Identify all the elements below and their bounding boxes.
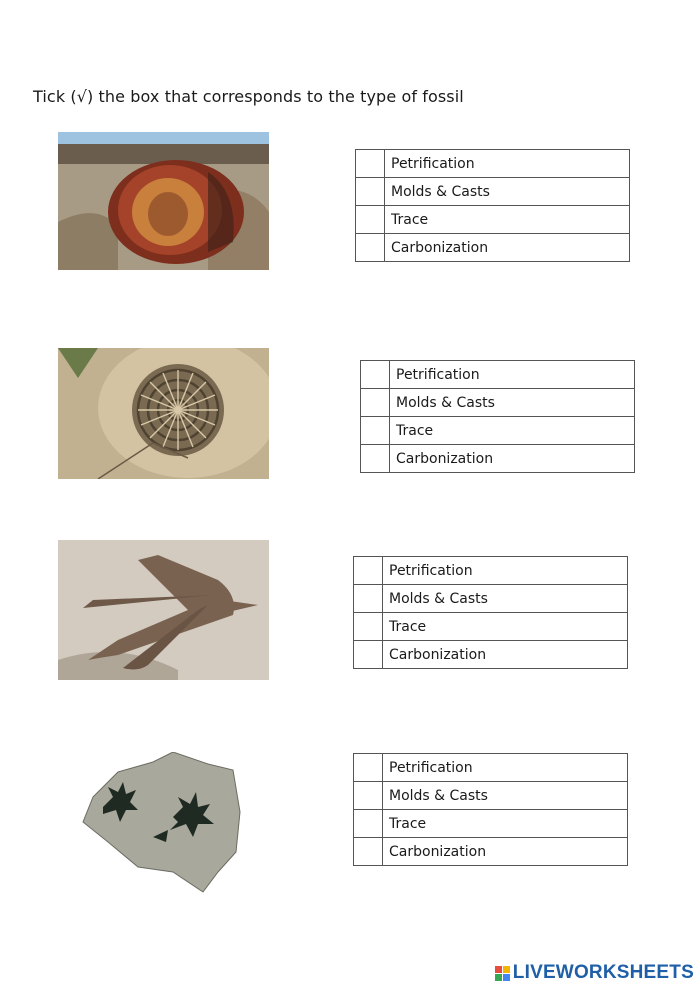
- tick-box[interactable]: [354, 754, 383, 782]
- tick-box[interactable]: [361, 389, 390, 417]
- tick-box[interactable]: [356, 150, 385, 178]
- tick-box[interactable]: [354, 613, 383, 641]
- tick-box[interactable]: [354, 782, 383, 810]
- tick-box[interactable]: [354, 557, 383, 585]
- option-label: Petrification: [383, 557, 628, 585]
- question-2-options: [360, 360, 635, 473]
- option-row: [356, 178, 630, 206]
- option-row: [361, 361, 635, 389]
- option-label: Carbonization: [383, 641, 628, 669]
- option-label: Trace: [385, 206, 630, 234]
- option-label: Molds & Casts: [383, 782, 628, 810]
- option-label: Molds & Casts: [385, 178, 630, 206]
- option-label: Carbonization: [383, 838, 628, 866]
- logo-square: [495, 974, 502, 981]
- option-row: [354, 641, 628, 669]
- tick-box[interactable]: [356, 206, 385, 234]
- brand-text: LIVEWORKSHEETS: [512, 962, 694, 983]
- option-label: Petrification: [383, 754, 628, 782]
- option-row: [354, 613, 628, 641]
- option-label: Petrification: [385, 150, 630, 178]
- option-row: [361, 417, 635, 445]
- option-label: Trace: [383, 613, 628, 641]
- option-label: Carbonization: [385, 234, 630, 262]
- option-row: [354, 838, 628, 866]
- tick-box[interactable]: [356, 178, 385, 206]
- option-row: [356, 150, 630, 178]
- ammonite-image: [58, 348, 269, 479]
- tick-box[interactable]: [354, 838, 383, 866]
- question-4-options: [353, 753, 628, 866]
- option-row: [354, 585, 628, 613]
- option-label: Molds & Casts: [390, 389, 635, 417]
- tick-box[interactable]: [354, 810, 383, 838]
- option-row: [361, 445, 635, 473]
- question-1-options: [355, 149, 630, 262]
- tick-box[interactable]: [356, 234, 385, 262]
- instruction-text: Tick (√) the box that corresponds to the type of fossil: [33, 87, 464, 106]
- tick-box[interactable]: [361, 445, 390, 473]
- option-row: [354, 557, 628, 585]
- logo-square: [503, 966, 510, 973]
- option-row: [354, 754, 628, 782]
- option-label: Trace: [390, 417, 635, 445]
- question-3-options: [353, 556, 628, 669]
- option-row: [361, 389, 635, 417]
- logo-square: [503, 974, 510, 981]
- liveworksheets-logo: [495, 962, 694, 984]
- petrified-wood-image: [58, 132, 269, 270]
- option-label: Molds & Casts: [383, 585, 628, 613]
- liveworksheets-logo-icon: [495, 966, 510, 981]
- option-row: [354, 810, 628, 838]
- option-label: Carbonization: [390, 445, 635, 473]
- footprint-image: [58, 540, 269, 680]
- tick-box[interactable]: [361, 417, 390, 445]
- tick-box[interactable]: [354, 585, 383, 613]
- option-label: Trace: [383, 810, 628, 838]
- tick-box[interactable]: [361, 361, 390, 389]
- option-row: [356, 234, 630, 262]
- option-row: [354, 782, 628, 810]
- logo-square: [495, 966, 502, 973]
- option-label: Petrification: [390, 361, 635, 389]
- tick-box[interactable]: [354, 641, 383, 669]
- carbonized-leaf-image: [78, 752, 248, 894]
- option-row: [356, 206, 630, 234]
